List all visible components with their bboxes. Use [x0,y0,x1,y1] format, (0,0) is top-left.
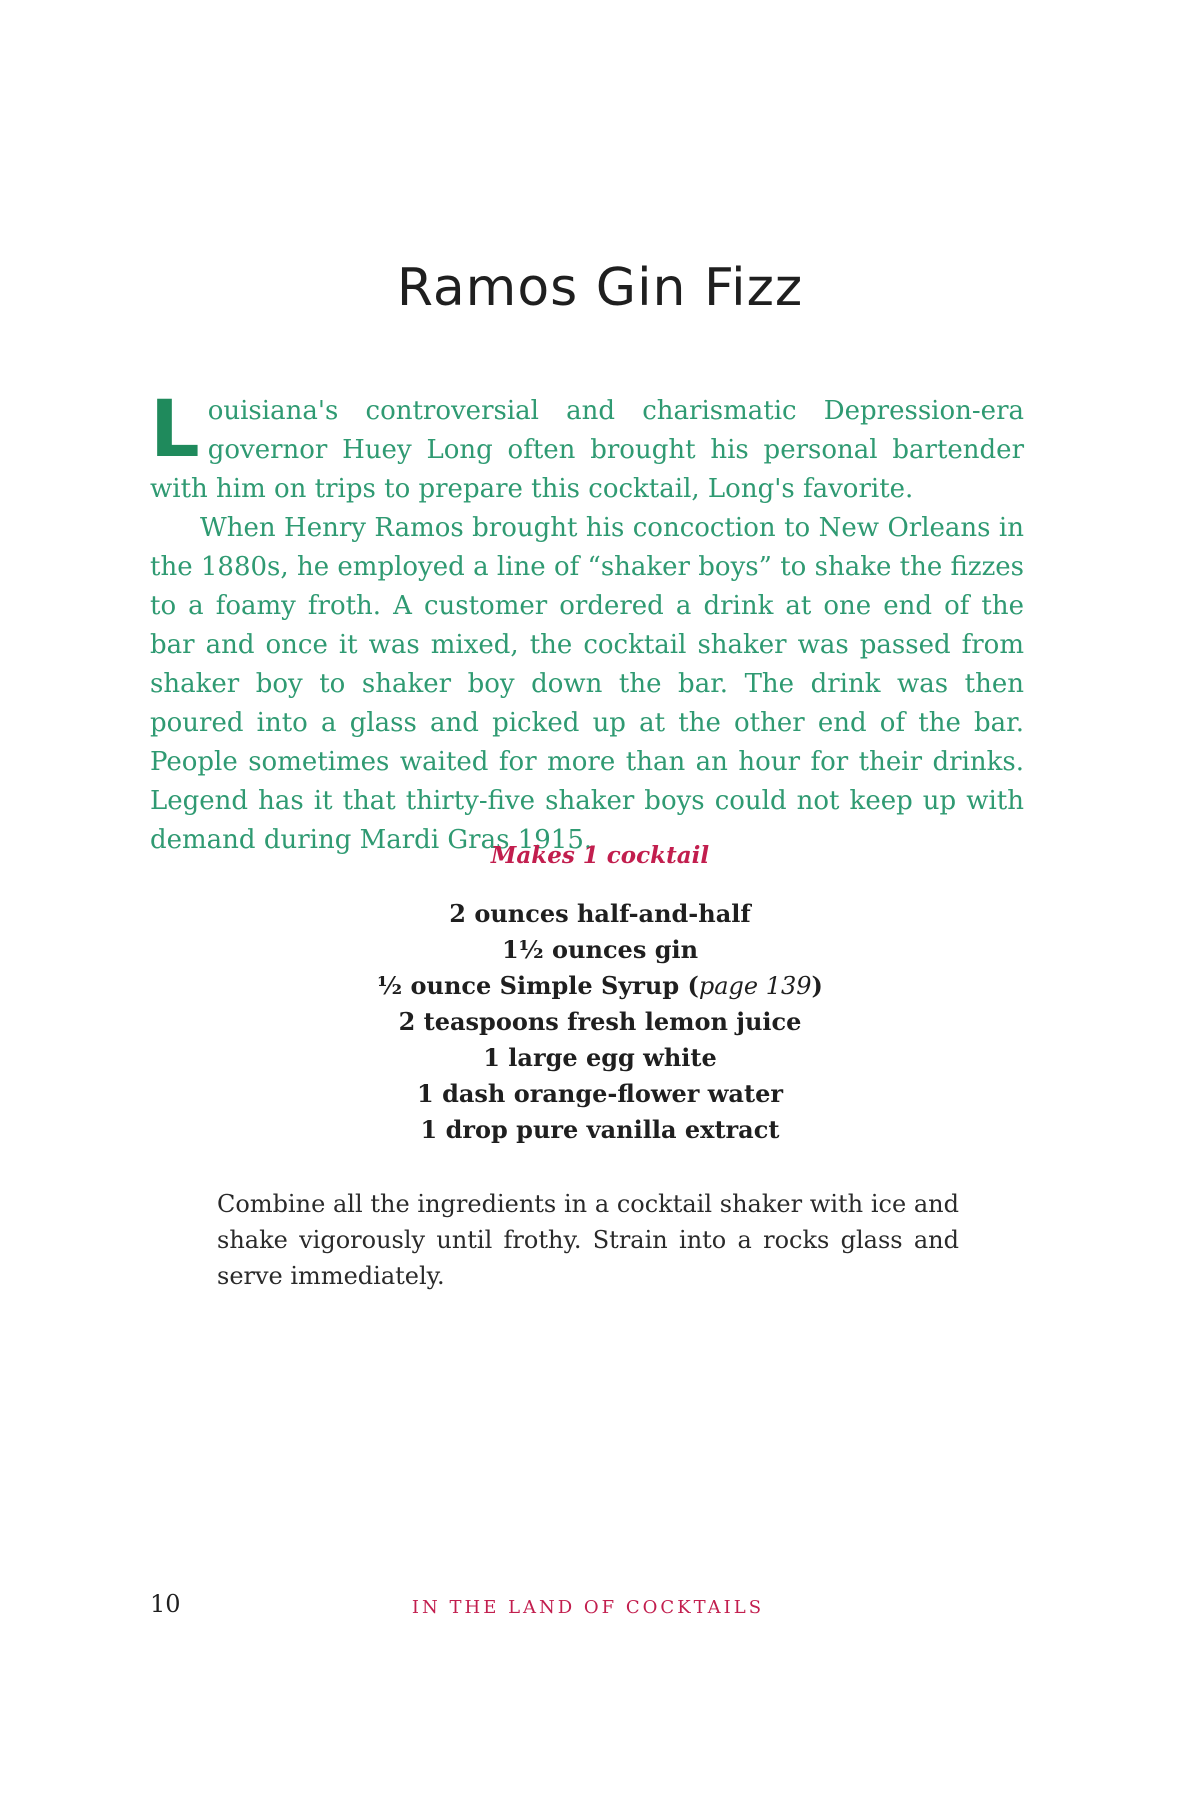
intro-text [150,385,1024,860]
ingredient-item: 2 ounces half-and-half [449,899,751,928]
ingredient-item: 1 dash orange-flower water [417,1079,783,1108]
method-text: Combine all the ingredients in a cocktail shaker with ice and shake vigorously until frothy. Strain into a rocks glass and serve immediately. [217,1190,959,1290]
intro-paragraph-1 [150,385,1024,509]
page-number: 10 [150,1590,181,1618]
drop-cap: L [150,385,200,475]
ingredient-text-close: ) [811,971,823,1000]
running-head: IN THE LAND OF COCKTAILS [411,1597,765,1618]
yield-label: Makes 1 cocktail [490,842,710,869]
ingredient-item [0,968,1200,1004]
intro-paragraph-2: When Henry Ramos brought his concoction to New Orleans in the 1880s, he employed a line of “shaker boys” to shake the fizzes to a foamy froth. A customer ordered a drink at one end of the bar and once it was mixed, the cocktail shaker was passed from shaker boy to shaker boy down the bar. The drink was then poured into a glass and picked up at the other end of the bar. People sometimes waited for more than an hour for their drinks. Legend has it that thirty-five shaker boys could not keep up with demand during Mardi Gras 1915. [150,513,1024,855]
ingredient-item: 1½ ounces gin [501,935,699,964]
ingredient-text: ½ ounce Simple Syrup ( [377,971,699,1000]
ingredient-item: 1 drop pure vanilla extract [420,1115,780,1144]
ingredient-list [0,896,1200,1148]
ingredient-item: 2 teaspoons fresh lemon juice [398,1007,802,1036]
intro-paragraph-1-text: ouisiana's controversial and charismatic Depression-era governor Huey Long often brought his personal bartender with him on trips to prepare this cocktail, Long's favorite. [150,396,1024,504]
ingredient-item: 1 large egg white [483,1043,717,1072]
page-reference: page 139 [698,972,812,1000]
recipe-title: Ramos Gin Fizz [396,258,804,318]
